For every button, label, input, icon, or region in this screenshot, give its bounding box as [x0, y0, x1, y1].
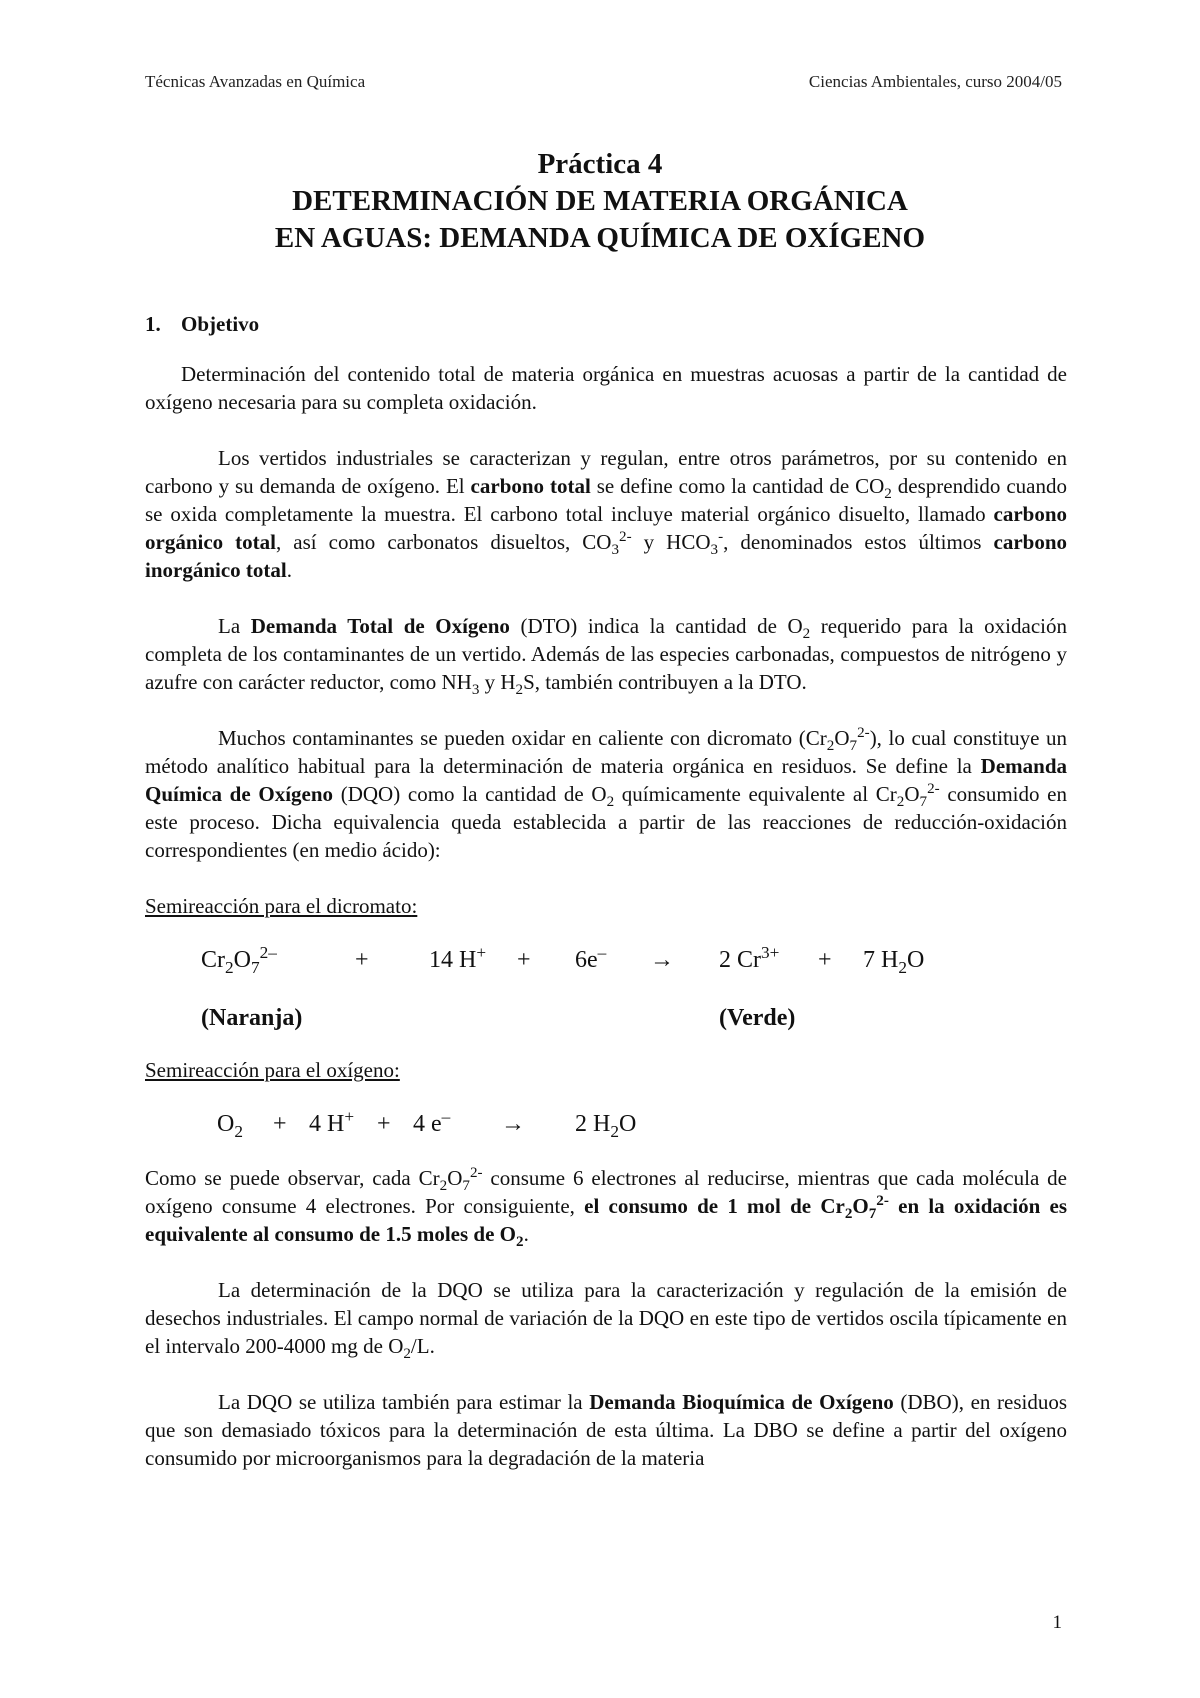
paragraph-equivalencia: Como se puede observar, cada $Cr_2O_7^{2-}$ consume 6 electrones al reducirse, mientras que cada molécula de oxígeno consume 4 electrones. Por consiguiente, el consumo de 1 mol de $Cr_2O_7^{2-}$ en la oxidación es equivalente al consumo de 1.5 moles de $O_2$. — [145, 1165, 1067, 1251]
eq2-arrow: → — [501, 1111, 525, 1137]
equation-oxigeno — [145, 1107, 1067, 1164]
eq2-product-water: 2 $H_2O$ — [575, 1111, 637, 1141]
label-verde: (Verde) — [719, 1005, 796, 1031]
header-program: Ciencias Ambientales, curso 2004/05 — [808, 72, 1062, 91]
equation-dicromato-colors — [145, 1004, 1067, 1056]
page-number: 1 — [1052, 1612, 1062, 1633]
paragraph-dbo: La DQO se utiliza también para estimar la Demanda Bioquímica de Oxígeno (DBO), en residuos que son demasiado tóxicos para la determinación de esta última. La DBO se define a partir del oxígeno consumido por microorganismos para la degradación de la materia — [145, 1390, 1067, 1470]
paragraph-carbono: Los vertidos industriales se caracterizan y regulan, entre otros parámetros, por su contenido en carbono y su demanda de oxígeno. El carbono total se define como la cantidad de $CO_2$ desprendido cuando se oxida completamente la muestra. El carbono total incluye material orgánico disuelto, llamado carbono orgánico total, así como carbonatos disueltos, $CO_3^{2-}$ y $HCO_3^-$, denominados estos últimos carbono inorgánico total. — [145, 446, 1067, 582]
title-line-3: EN AGUAS: DEMANDA QUÍMICA DE OXÍGENO — [274, 222, 926, 254]
section-heading-objetivo — [145, 310, 1067, 338]
eq2-reactant-oxygen: $O_2$ — [217, 1111, 243, 1141]
paragraph-dto: La Demanda Total de Oxígeno (DTO) indica la cantidad de $O_2$ requerido para la oxidación completa de los contaminantes de un vertido. Además de las especies carbonadas, compuestos de nitrógeno y azufre con carácter reductor, como $NH_3$ y $H_2S$, también contribuyen a la DTO. — [145, 614, 1067, 699]
eq2-protons: 4 H+ — [309, 1107, 355, 1137]
label-naranja: (Naranja) — [201, 1005, 303, 1031]
header-course: Técnicas Avanzadas en Química — [145, 72, 366, 91]
eq2-plus-1: + — [273, 1111, 287, 1137]
subheading-semireaccion-dicromato: Semireacción para el dicromato: — [145, 894, 418, 918]
section-number: 1. — [145, 312, 161, 336]
paragraph-dqo: Muchos contaminantes se pueden oxidar en caliente con dicromato $(Cr_2O_7^{2-})$, lo cual constituye un método analítico habitual para la determinación de materia orgánica en residuos. Se define la Demanda Química de Oxígeno (DQO) como la cantidad de $O_2$ químicamente equivalente al $Cr_2O_7^{2-}$ consumido en este proceso. Dicha equivalencia queda establecida a partir de las reacciones de reducción-oxidación correspondientes (en medio ácido): — [145, 725, 1068, 862]
title-line-1: Práctica 4 — [537, 148, 663, 180]
eq1-protons: 14 H+ — [429, 943, 487, 973]
eq1-plus-1: + — [355, 947, 369, 973]
subheading-semireaccion-oxigeno: Semireacción para el oxígeno: — [145, 1058, 400, 1082]
eq2-plus-2: + — [377, 1111, 391, 1137]
paragraph-regulacion: La determinación de la DQO se utiliza para la caracterización y regulación de la emisión de desechos industriales. El campo normal de variación de la DQO en este tipo de vertidos oscila típicamente en el intervalo 200-4000 mg de $O_2/L$. — [145, 1278, 1067, 1363]
eq1-reactant-dichromate: $Cr_2O_7^{2-}$ — [201, 943, 277, 977]
eq1-arrow: → — [650, 947, 674, 973]
document-title — [0, 146, 1200, 257]
running-header — [145, 72, 1062, 92]
title-line-2: DETERMINACIÓN DE MATERIA ORGÁNICA — [292, 185, 908, 217]
section-title: Objetivo — [181, 312, 260, 336]
document-body — [145, 310, 1067, 1500]
eq2-electrons: 4 e– — [413, 1107, 451, 1137]
paragraph-objetivo: Determinación del contenido total de materia orgánica en muestras acuosas a partir de la cantidad de oxígeno necesaria para su completa oxidación. — [145, 362, 1067, 414]
equation-dicromato — [145, 943, 1067, 1004]
eq1-plus-2: + — [517, 947, 531, 973]
eq1-product-water: 7 $H_2O$ — [863, 947, 925, 977]
eq1-electrons: 6e– — [575, 943, 607, 973]
eq1-product-chromium: 2 $Cr^{3+}$ — [719, 943, 780, 973]
eq1-plus-3: + — [818, 947, 832, 973]
